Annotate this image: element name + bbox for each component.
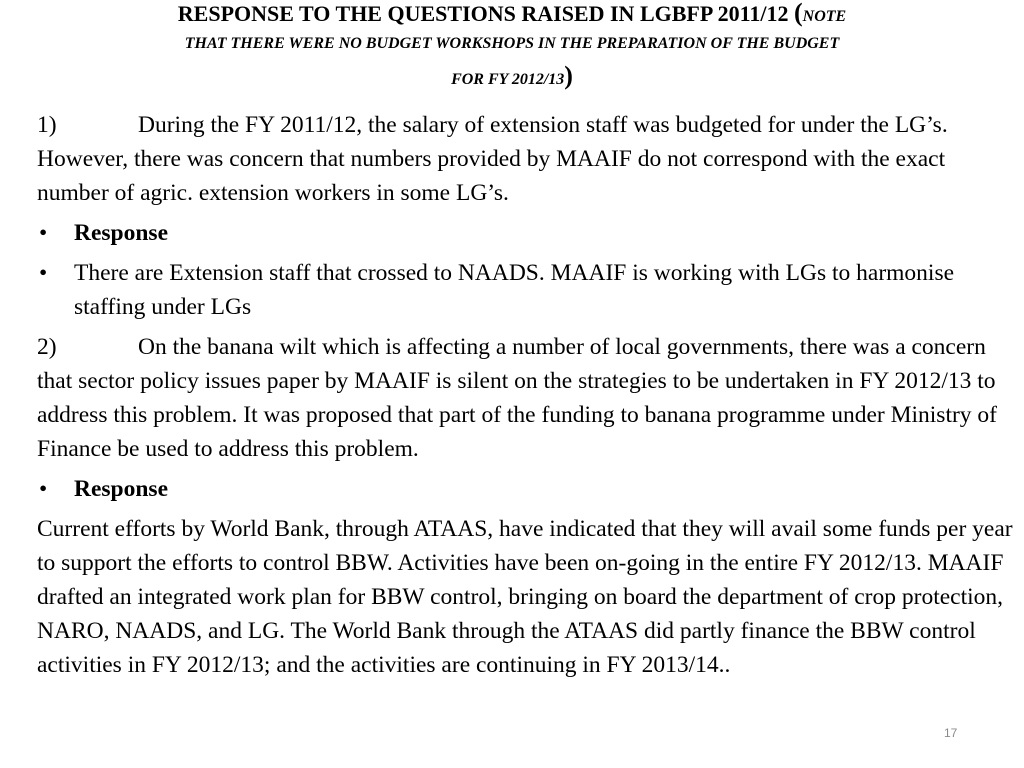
response-1-body [37, 256, 1017, 324]
response-2-heading [37, 472, 1017, 506]
title-close-paren: ) [564, 61, 573, 90]
response-1-text: There are Extension staff that crossed to NAADS. MAAIF is working with LGs to harmonise staffing under LGs [74, 260, 955, 320]
question-2-number: 2) [37, 334, 57, 360]
question-1 [37, 108, 1017, 210]
title-open-paren: ( [793, 0, 803, 27]
question-2-text: On the banana wilt which is affecting a number of local governments, there was a concern that sector policy issues paper by MAAIF is silent on the strategies to be undertaken in FY 2012/13 to address this problem. It was proposed that part of the funding to banana programme under Ministry of Finance be used to address this problem. [37, 334, 998, 462]
question-2 [37, 330, 1017, 466]
bullet-icon: • [39, 220, 48, 246]
response-2-label: Response [74, 476, 169, 502]
response-1-label: Response [74, 220, 169, 246]
page-number: 17 [944, 726, 958, 740]
question-1-text: During the FY 2011/12, the salary of extension staff was budgeted for under the LG’s. However, there was concern that numbers provided by MAAIF do not correspond with the exact number of agric. extension workers in some LG’s. [37, 112, 948, 206]
title-line-3-text: FOR FY 2012/13 [451, 71, 565, 88]
title-main-text: RESPONSE TO THE QUESTIONS RAISED IN LGBFP 2011/12 [177, 1, 794, 26]
title-note-text: NOTE [802, 8, 847, 25]
question-1-number: 1) [37, 112, 57, 138]
title-line-2: THAT THERE WERE NO BUDGET WORKSHOPS IN THE PREPARATION OF THE BUDGET [184, 35, 840, 52]
response-1-heading [37, 216, 1017, 250]
response-2-text: Current efforts by World Bank, through ATAAS, have indicated that they will avail some funds per year to support the efforts to control BBW. Activities have been on-going in the entire FY 2012/13. MAAIF drafted an integrated work plan for BBW control, bringing on board the department of crop protection, NARO, NAADS, and LG. The World Bank through the ATAAS did partly finance the BBW control activities in FY 2012/13; and the activities are continuing in FY 2013/14.. [37, 516, 1013, 678]
title-line-3 [40, 61, 984, 92]
title-line-1 [40, 0, 984, 30]
slide-title [40, 0, 984, 92]
bullet-icon: • [39, 476, 48, 502]
slide-body [37, 108, 1017, 688]
bullet-icon: • [39, 260, 48, 286]
